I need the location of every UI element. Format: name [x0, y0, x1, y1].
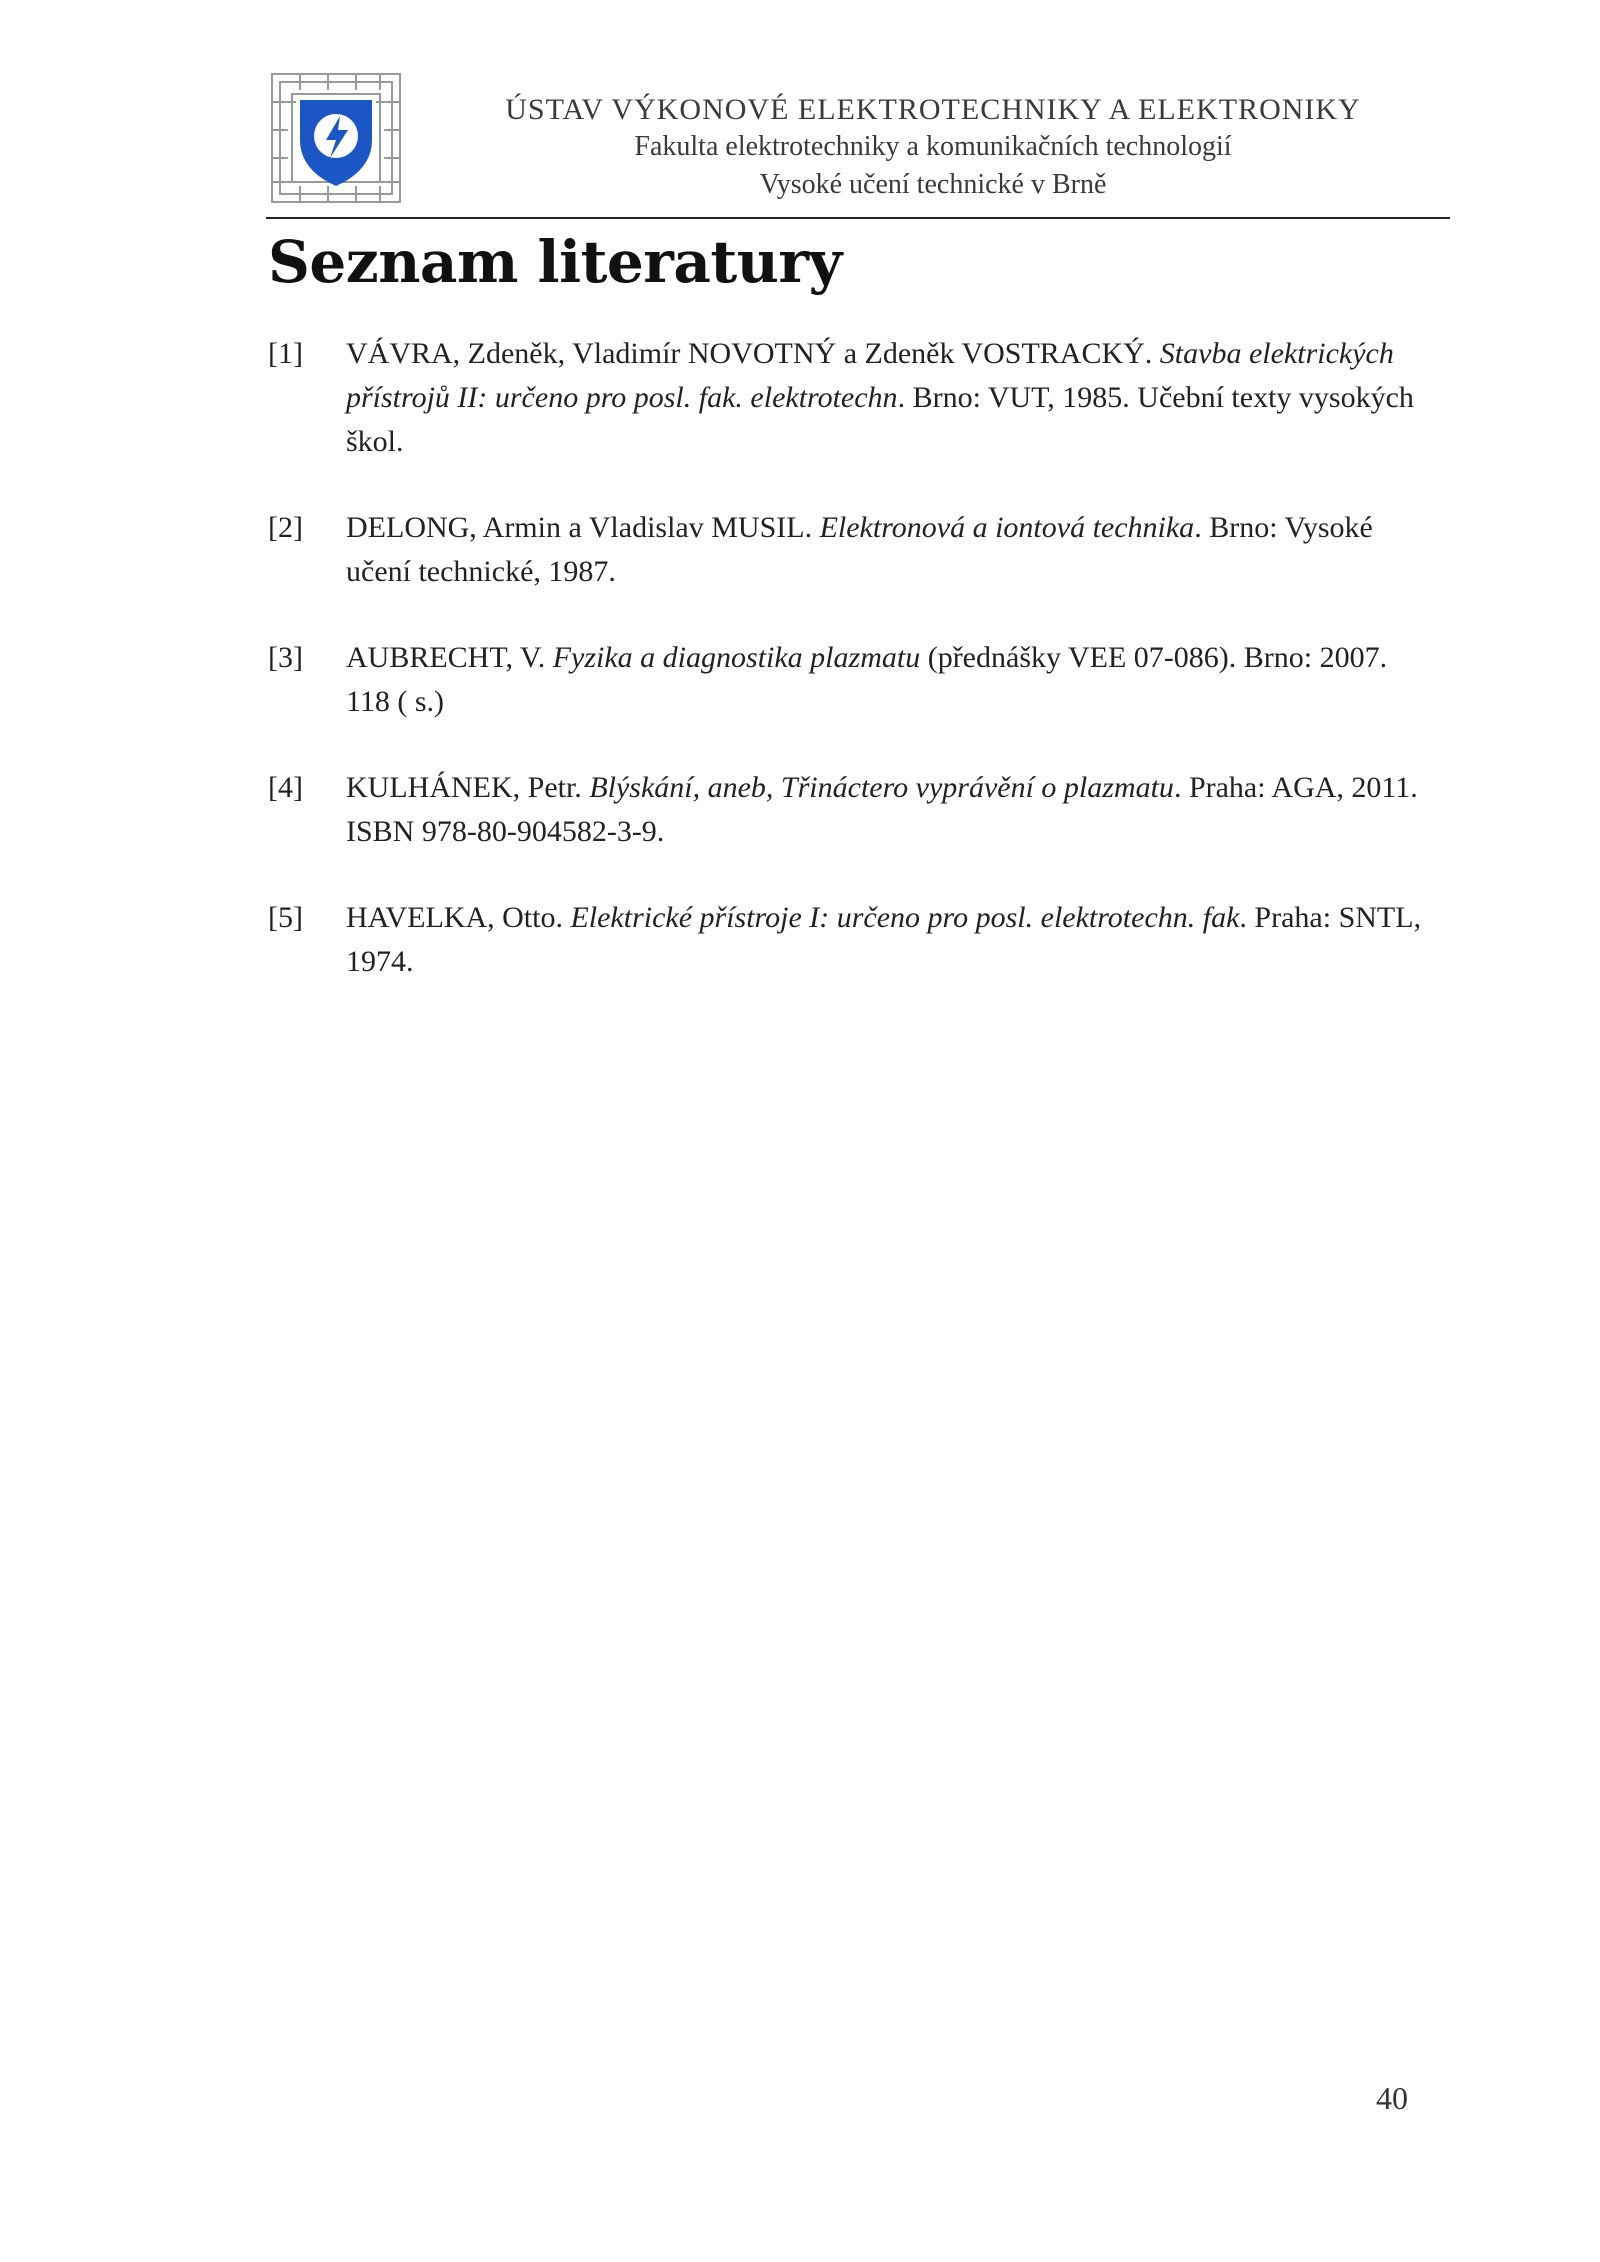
reference-title: Fyzika a diagnostika plazmatu [552, 641, 921, 674]
reference-text [346, 332, 1428, 464]
reference-title: Blýskání, aneb, Třináctero vyprávění o plazmatu [589, 771, 1174, 804]
faculty-name: Fakulta elektrotechniky a komunikačních technologií [634, 131, 1232, 162]
reference-publication: (přednášky VEE 07-086). Brno: 2007. [920, 641, 1388, 674]
reference-title: Stavba elektrických přístrojů II: určeno pro posl. fak. elektrotechn [346, 337, 1394, 414]
page-header [268, 68, 1448, 218]
reference-number: [4] [268, 771, 303, 804]
reference-item [268, 332, 1428, 464]
reference-number: [2] [268, 511, 303, 544]
reference-publication: . Praha: SNTL, 1974. [346, 901, 1422, 978]
reference-number: [5] [268, 901, 303, 934]
reference-authors: AUBRECHT, V. [346, 641, 553, 674]
reference-title: Elektronová a iontová technika [819, 511, 1195, 544]
header-text [418, 92, 1448, 204]
reference-extent: 118 ( s.) [346, 685, 445, 718]
university-name: Vysoké učení technické v Brně [759, 169, 1107, 200]
reference-list [268, 332, 1428, 984]
page-title: Seznam literatury [268, 228, 842, 296]
reference-text [346, 636, 1428, 724]
reference-authors: KULHÁNEK, Petr. [346, 771, 590, 804]
page-number: 40 [1376, 2080, 1408, 2116]
reference-item [268, 766, 1428, 854]
reference-number: [1] [268, 337, 303, 370]
reference-publication: . Brno: VUT, 1985. Učební texty vysokých škol. [346, 381, 1414, 458]
header-divider [266, 217, 1450, 219]
reference-item [268, 506, 1428, 594]
reference-number: [3] [268, 641, 303, 674]
fekt-vut-logo-icon [268, 70, 404, 206]
reference-text [346, 896, 1428, 984]
reference-publication: . Praha: AGA, 2011. ISBN 978-80-904582-3-9. [346, 771, 1418, 848]
reference-text [346, 506, 1428, 594]
reference-item [268, 636, 1428, 724]
institute-name: ÚSTAV VÝKONOVÉ ELEKTROTECHNIKY A ELEKTRONIKY [505, 93, 1361, 126]
reference-authors: HAVELKA, Otto. [346, 901, 571, 934]
reference-item [268, 896, 1428, 984]
reference-publication: . Brno: Vysoké učení technické, 1987. [346, 511, 1373, 588]
reference-authors: VÁVRA, Zdeněk, Vladimír NOVOTNÝ a Zdeněk VOSTRACKÝ. [346, 337, 1160, 370]
reference-authors: DELONG, Armin a Vladislav MUSIL. [346, 511, 820, 544]
reference-title: Elektrické přístroje I: určeno pro posl. elektrotechn. fak [570, 901, 1240, 934]
reference-text [346, 766, 1428, 854]
